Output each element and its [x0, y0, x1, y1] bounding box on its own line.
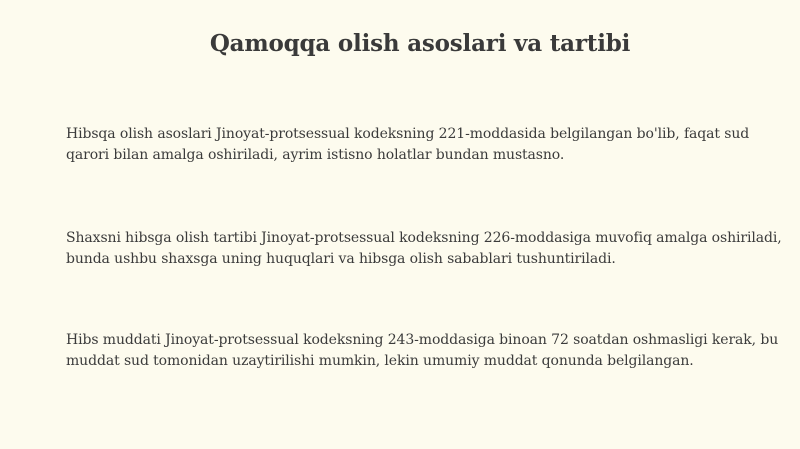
paragraph-arrest-procedure: Shaxsni hibsga olish tartibi Jinoyat-protsessual kodeksning 226-moddasiga muvofiq amalga oshiriladi, bunda ushbu shaxsga uning huquqlari va hibsga olish sabablari tushuntiriladi.	[66, 230, 782, 267]
paragraph-arrest-grounds: Hibsqa olish asoslari Jinoyat-protsessual kodeksning 221-moddasida belgilangan bo'lib, faqat sud qarori bilan amalga oshiriladi, ayrim istisno holatlar bundan mustasno.	[66, 126, 750, 163]
paragraph-arrest-duration: Hibs muddati Jinoyat-protsessual kodeksning 243-moddasiga binoan 72 soatdan oshmasligi kerak, bu muddat sud tomonidan uzaytirilishi mumkin, lekin umumiy muddat qonunda belgilangan.	[66, 332, 779, 369]
slide-title: Qamoqqa olish asoslari va tartibi	[209, 30, 631, 57]
